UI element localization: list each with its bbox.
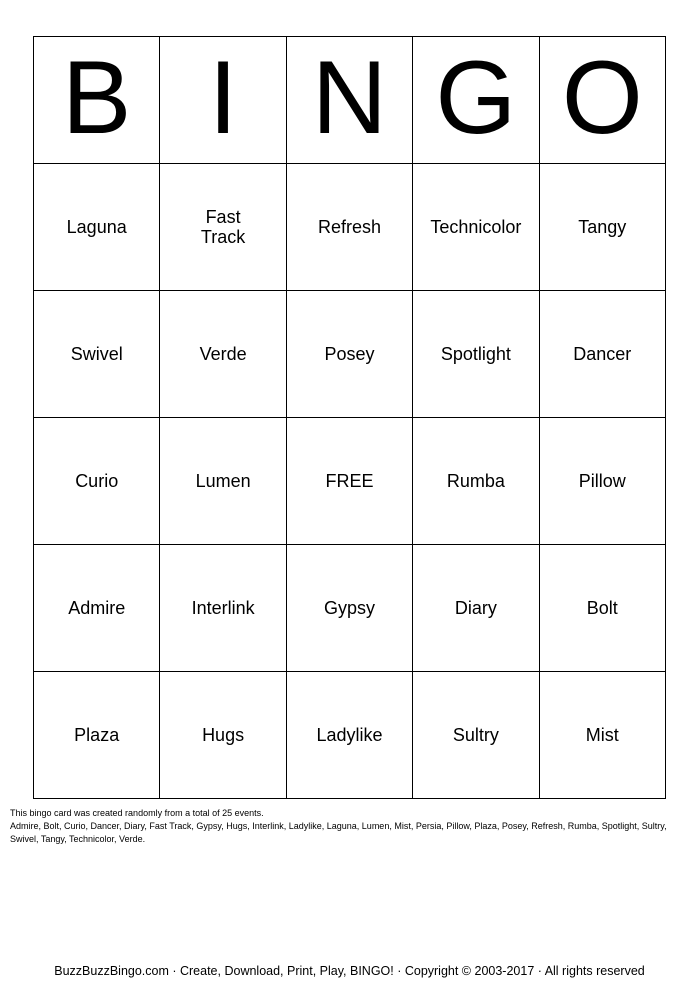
bingo-row <box>34 164 666 291</box>
cell-label: Refresh <box>317 216 381 237</box>
cell-label: Technicolor <box>430 216 522 237</box>
bingo-cell <box>539 291 665 418</box>
bingo-cell <box>160 418 286 545</box>
cell-label: Curio <box>75 470 119 491</box>
bingo-cell <box>160 545 286 672</box>
cell-label: Admire <box>68 597 126 618</box>
cell-label: Pillow <box>578 470 626 491</box>
bingo-row <box>34 545 666 672</box>
bingo-row <box>34 418 666 545</box>
bingo-cell <box>413 672 539 799</box>
cell-label: Plaza <box>74 724 120 745</box>
cell-label: Dancer <box>573 343 632 364</box>
bingo-cell <box>539 418 665 545</box>
cell-label: Laguna <box>66 216 127 237</box>
bingo-cell <box>34 672 160 799</box>
footnote-event-list: Admire, Bolt, Curio, Dancer, Diary, Fast Track, Gypsy, Hugs, Interlink, Ladylike, Laguna, Lumen, Mist, Persia, Pillow, Plaza, Posey, Refresh, Rumba, Spotlight, Sultry, Swivel, Tangy, Technicolor, Verde. <box>10 821 667 844</box>
cell-label: Diary <box>454 597 497 618</box>
cell-label: Lumen <box>195 470 251 491</box>
bingo-cell <box>34 291 160 418</box>
cell-label: Gypsy <box>323 597 375 618</box>
card-footnote <box>10 807 690 846</box>
header-cell-o <box>539 37 665 164</box>
bingo-row <box>34 672 666 799</box>
header-letter: O <box>561 40 643 156</box>
cell-label: Sultry <box>452 724 499 745</box>
footnote-summary: This bingo card was created randomly from a total of 25 events. <box>10 808 264 818</box>
cell-label: Verde <box>199 343 247 364</box>
bingo-cell <box>160 291 286 418</box>
cell-label: Hugs <box>202 724 245 745</box>
cell-label: Spotlight <box>440 343 511 364</box>
bingo-cell <box>160 164 286 291</box>
cell-label: Bolt <box>586 597 618 618</box>
bingo-cell <box>286 164 412 291</box>
cell-label: Tangy <box>578 216 627 237</box>
bingo-cell <box>413 545 539 672</box>
cell-label: Posey <box>324 343 375 364</box>
bingo-cell <box>413 291 539 418</box>
bingo-cell <box>286 291 412 418</box>
header-letter: N <box>311 40 388 156</box>
bingo-cell <box>539 164 665 291</box>
cell-label: Rumba <box>446 470 505 491</box>
header-cell-b <box>34 37 160 164</box>
header-letter: B <box>62 40 132 156</box>
free-cell <box>286 418 412 545</box>
cell-label: Swivel <box>70 343 123 364</box>
header-letter: I <box>208 40 238 156</box>
bingo-cell <box>413 418 539 545</box>
header-cell-n <box>286 37 412 164</box>
cell-label: Mist <box>585 724 619 745</box>
bingo-cell <box>34 164 160 291</box>
bingo-row <box>34 291 666 418</box>
cell-label: Fast Track <box>200 206 246 247</box>
header-letter: G <box>435 40 517 156</box>
bingo-cell <box>160 672 286 799</box>
bingo-cell <box>34 418 160 545</box>
bingo-header-row <box>34 37 666 164</box>
bingo-card <box>33 36 666 799</box>
bingo-cell <box>539 672 665 799</box>
bingo-cell <box>286 545 412 672</box>
free-space-label: FREE <box>325 470 374 491</box>
cell-label: Interlink <box>191 597 255 618</box>
page-footer: BuzzBuzzBingo.com · Create, Download, Print, Play, BINGO! · Copyright © 2003-2017 · All rights reserved <box>54 964 645 978</box>
bingo-cell <box>34 545 160 672</box>
bingo-cell <box>413 164 539 291</box>
bingo-cell <box>286 672 412 799</box>
header-cell-g <box>413 37 539 164</box>
bingo-cell <box>539 545 665 672</box>
cell-label: Ladylike <box>316 724 383 745</box>
header-cell-i <box>160 37 286 164</box>
